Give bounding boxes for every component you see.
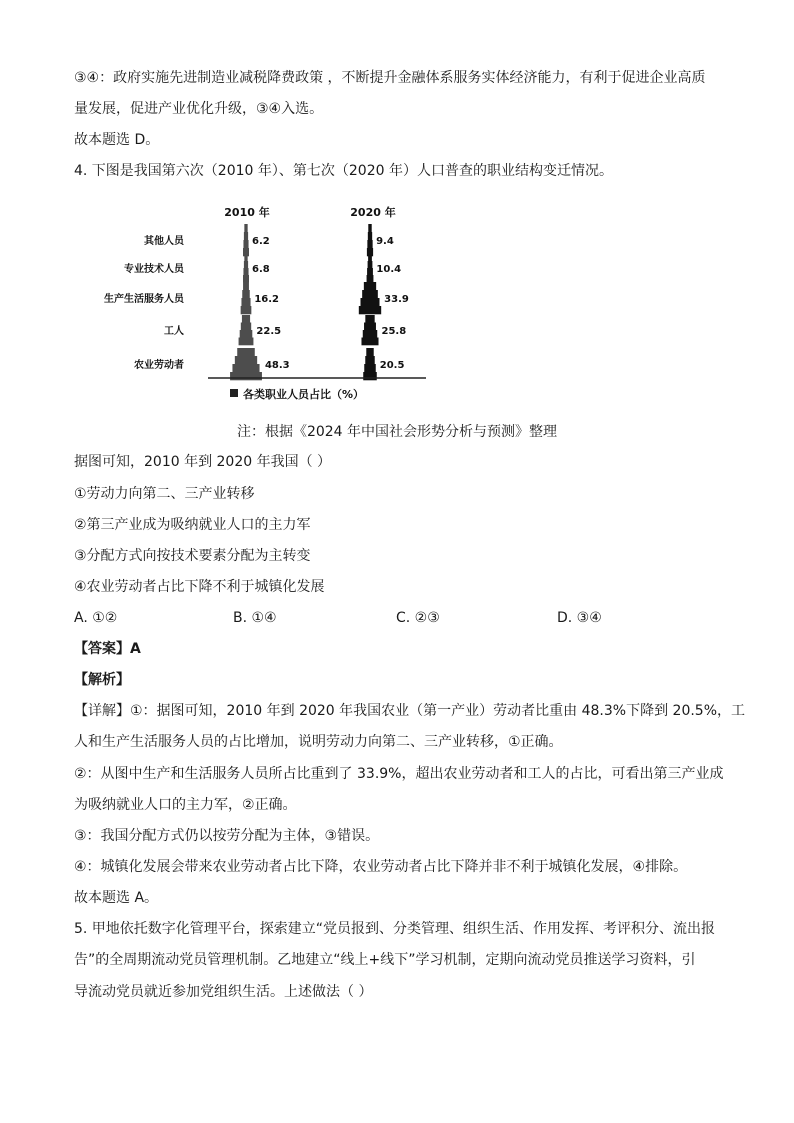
bar-segment: [239, 338, 254, 346]
bar-segment: [241, 306, 252, 314]
bar-segment: [237, 348, 255, 356]
bar-segment: [230, 372, 262, 380]
bar-segment: [359, 306, 381, 314]
detail-2-line-1: ②：从图中生产和生活服务人员所占比重到了 33.9%，超出农业劳动者和工人的占比，可看出第三产业成: [74, 766, 724, 782]
data-label: 22.5: [256, 326, 282, 337]
bar-segment: [235, 356, 257, 364]
data-label: 48.3: [264, 360, 290, 371]
statement-4: ④农业劳动者占比下降不利于城镇化发展: [74, 579, 325, 595]
question-4-ask: 据图可知，2010 年到 2020 年我国（ ）: [74, 454, 332, 470]
bar-segment: [244, 254, 247, 261]
bar-segment: [367, 275, 374, 282]
bar-segment: [243, 282, 249, 290]
bar-segment: [364, 282, 376, 290]
chart-source-note: 注：根据《2024 年中国社会形势分析与预测》整理: [236, 424, 558, 440]
bar-segment: [243, 268, 248, 275]
bar-segment: [240, 330, 253, 338]
answer: 【答案】A: [74, 641, 141, 657]
bar-segment: [367, 268, 373, 275]
question-5-line-2: 告”的全周期流动党员管理机制。乙地建立“线上+线下”学习机制，定期向流动党员推送学习资料，引: [74, 952, 696, 968]
bar-segment: [363, 330, 377, 338]
bar-segment: [368, 232, 372, 240]
bar-segment: [241, 298, 250, 306]
option-d: D. ③④: [557, 610, 602, 626]
bar-segment: [242, 290, 249, 298]
bar-segment: [367, 240, 372, 248]
bar-segment: [368, 254, 372, 261]
statement-3: ③分配方式向按技术要素分配为主转变: [74, 548, 311, 564]
occupation-structure-chart: [104, 200, 440, 410]
data-label: 16.2: [254, 294, 280, 305]
data-label: 10.4: [376, 264, 402, 275]
data-label: 9.4: [376, 236, 394, 247]
bar-segment: [365, 356, 374, 364]
option-a: A. ①②: [74, 610, 118, 626]
question-4-choice: 故本题选 A。: [74, 890, 159, 906]
analysis-tag: 【解析】: [74, 672, 130, 688]
bar-segment: [365, 315, 374, 323]
category-label: 农业劳动者: [134, 360, 184, 371]
prev-choice: 故本题选 D。: [74, 132, 160, 148]
detail-4: ④：城镇化发展会带来农业劳动者占比下降，农业劳动者占比下降并非不利于城镇化发展，④排除。: [74, 859, 688, 875]
bar-segment: [244, 232, 248, 240]
series-title: 2020 年: [350, 206, 396, 219]
statement-1: ①劳动力向第二、三产业转移: [74, 486, 255, 502]
prev-analysis-line-2: 量发展，促进产业优化升级，③④入选。: [74, 101, 324, 117]
data-label: 25.8: [381, 326, 407, 337]
bar-segment: [364, 364, 376, 372]
detail-1-line-1: 【详解】①：据图可知，2010 年到 2020 年我国农业（第一产业）劳动者比重由 48.3%下降到 20.5%，工: [74, 703, 746, 719]
question-4-stem: 4. 下图是我国第六次（2010 年）、第七次（2020 年）人口普查的职业结构变迁情况。: [74, 163, 613, 179]
bar-segment: [243, 240, 248, 248]
bar-segment: [242, 315, 250, 323]
bar-segment: [363, 372, 377, 380]
bar-segment: [368, 261, 373, 268]
detail-3: ③：我国分配方式仍以按劳分配为主体，③错误。: [74, 828, 380, 844]
category-label: 专业技术人员: [124, 264, 184, 275]
bar-segment: [244, 261, 248, 268]
question-5-line-1: 5. 甲地依托数字化管理平台，探索建立“党员报到、分类管理、组织生活、作用发挥、考评积分、流出报: [74, 921, 716, 937]
data-label: 6.8: [252, 264, 270, 275]
bar-segment: [362, 290, 378, 298]
bar-segment: [232, 364, 259, 372]
bar-segment: [360, 298, 379, 306]
detail-1-line-2: 人和生产生活服务人员的占比增加，说明劳动力向第二、三产业转移，①正确。: [74, 734, 563, 750]
category-label: 工人: [164, 326, 184, 337]
question-5-line-3: 导流动党员就近参加党组织生活。上述做法（ ）: [74, 984, 373, 1000]
series-title: 2010 年: [224, 206, 270, 219]
bar-segment: [366, 348, 373, 356]
option-b: B. ①④: [233, 610, 277, 626]
bar-segment: [364, 323, 376, 331]
data-label: 33.9: [384, 294, 409, 305]
detail-2-line-2: 为吸纳就业人口的主力军，②正确。: [74, 797, 297, 813]
prev-analysis-line-1: ③④：政府实施先进制造业减税降费政策 ，不断提升金融体系服务实体经济能力，有利于促进企业高质: [74, 70, 706, 86]
bar-segment: [241, 323, 251, 331]
category-label: 生产生活服务人员: [104, 294, 184, 305]
statement-2: ②第三产业成为吸纳就业人口的主力军: [74, 517, 311, 533]
option-c: C. ②③: [396, 610, 440, 626]
bar-segment: [244, 224, 247, 232]
data-label: 6.2: [252, 236, 270, 247]
legend-label: 各类职业人员占比（%）: [243, 388, 365, 401]
data-label: 20.5: [379, 360, 405, 371]
bar-segment: [368, 224, 371, 232]
category-label: 其他人员: [144, 236, 184, 247]
legend-swatch: [230, 389, 238, 397]
bar-segment: [361, 338, 378, 346]
bar-segment: [243, 275, 249, 282]
